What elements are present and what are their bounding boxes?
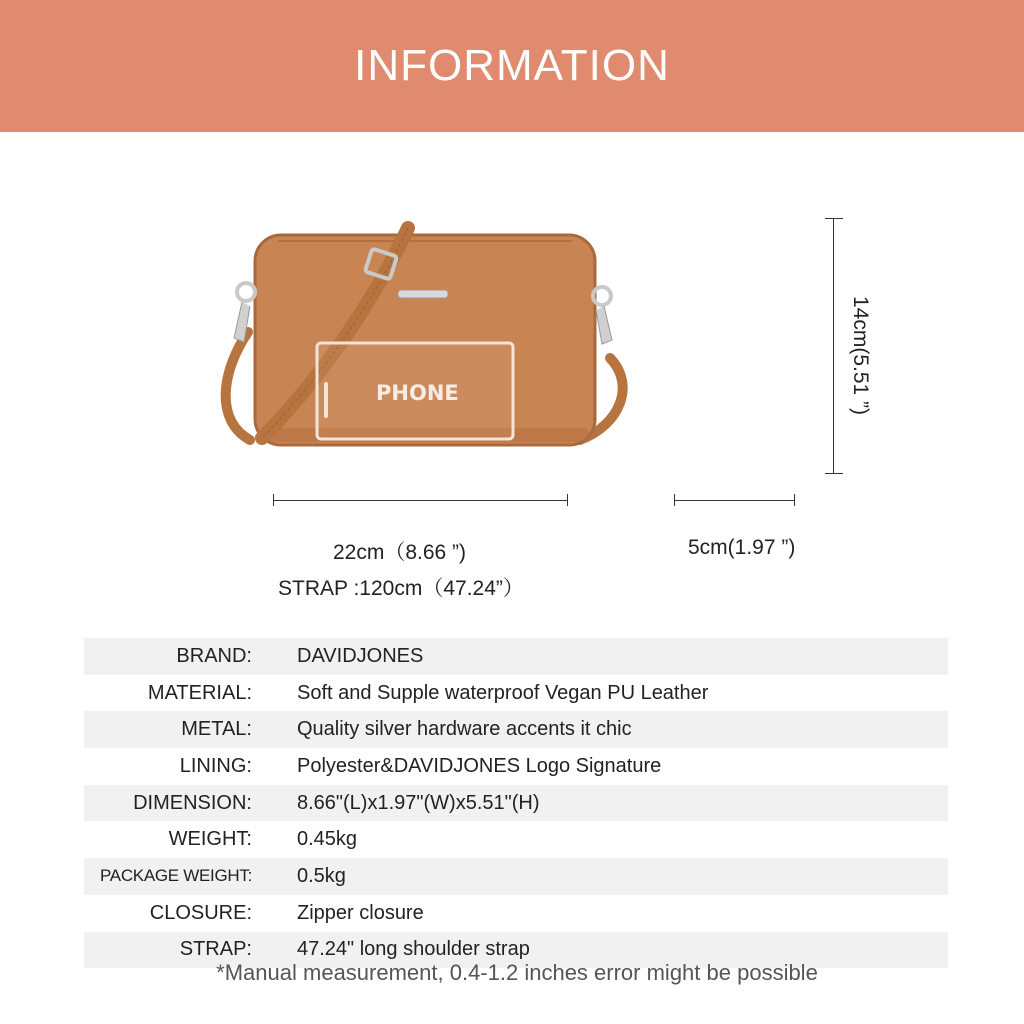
spec-label: LINING:	[179, 754, 252, 777]
spec-label: METAL:	[181, 718, 252, 741]
spec-label: PACKAGE WEIGHT:	[100, 866, 252, 886]
spec-value: Soft and Supple waterproof Vegan PU Leather	[297, 681, 709, 704]
spec-label: STRAP:	[179, 938, 252, 961]
measurement-disclaimer: *Manual measurement, 0.4-1.2 inches error might be possible	[216, 960, 818, 985]
width-measurement: 22cm（8.66 ”)	[333, 541, 467, 564]
spec-label: DIMENSION:	[133, 791, 252, 814]
spec-row-closure	[84, 895, 948, 932]
header-banner	[0, 0, 1024, 132]
spec-label: WEIGHT:	[168, 828, 252, 851]
spec-row-material	[84, 675, 948, 712]
strap-measurement: STRAP :120cm（47.24”）	[278, 577, 524, 600]
spec-label: BRAND:	[176, 644, 252, 667]
specs-table	[84, 638, 948, 968]
spec-label: MATERIAL:	[147, 681, 252, 704]
spec-row-lining	[84, 748, 948, 785]
height-measurement: 14cm(5.51 ”)	[849, 296, 872, 416]
phone-label: PHONE	[376, 381, 459, 405]
spec-row-brand	[84, 638, 948, 675]
page-title: INFORMATION	[354, 41, 670, 90]
spec-value: 0.5kg	[297, 864, 346, 887]
width-dimension-line	[273, 494, 568, 506]
depth-measurement: 5cm(1.97 ”)	[688, 536, 796, 559]
spec-value: 0.45kg	[297, 828, 358, 851]
spec-row-package-weight	[84, 858, 948, 895]
spec-value: 47.24" long shoulder strap	[297, 938, 530, 961]
spec-row-dimension	[84, 785, 948, 822]
spec-label: CLOSURE:	[149, 901, 252, 924]
spec-value: Zipper closure	[297, 901, 424, 924]
spec-value: 8.66"(L)x1.97"(W)x5.51"(H)	[297, 791, 540, 814]
spec-row-metal	[84, 711, 948, 748]
spec-value: Quality silver hardware accents it chic	[297, 718, 632, 741]
product-image	[200, 200, 660, 480]
depth-dimension-line	[674, 494, 795, 506]
crossbody-bag-illustration	[200, 200, 660, 480]
spec-row-weight	[84, 821, 948, 858]
spec-value: Polyester&DAVIDJONES Logo Signature	[297, 754, 662, 777]
spec-value: DAVIDJONES	[297, 644, 424, 667]
height-dimension-line	[825, 218, 843, 474]
